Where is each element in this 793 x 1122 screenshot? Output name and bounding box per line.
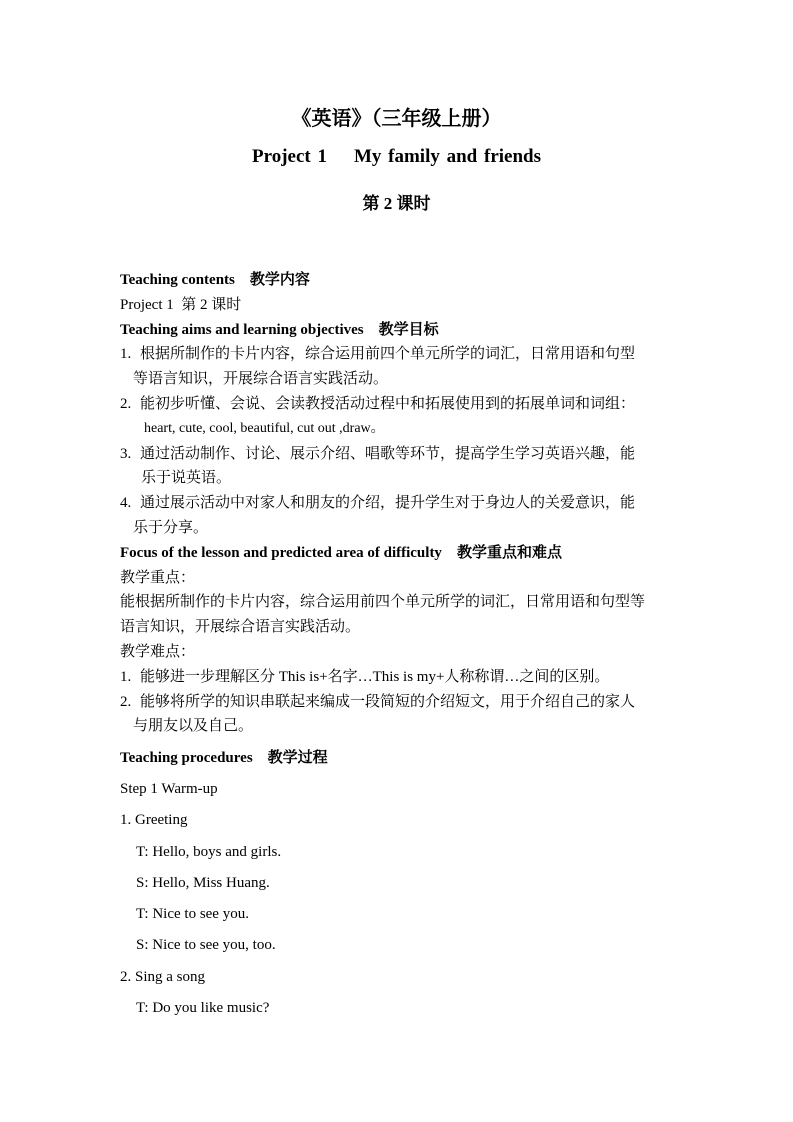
book-title: 《英语》（三年级上册） (291, 108, 502, 130)
aim-item-cont: 乐于分享。 (133, 519, 209, 536)
document-body (120, 268, 680, 1021)
key-point-text-cont: 语言知识，开展综合语言实践活动。 (120, 619, 361, 636)
aim-item-cont: 乐于说英语。 (141, 470, 232, 487)
lesson-title: 第 2 课时 (362, 194, 431, 213)
dialogue-line: T: Nice to see you. (136, 906, 249, 923)
aims-heading: Teaching aims and learning objectives 教学目标 (120, 321, 439, 338)
project-title: Project 1 My family and friends (252, 146, 541, 167)
aim-item: 4. 通过展示活动中对家人和朋友的介绍，提升学生对于身边人的关爱意识，能 (120, 495, 636, 512)
focus-heading: Focus of the lesson and predicted area of difficulty 教学重点和难点 (120, 544, 562, 561)
activity-title: 2. Sing a song (120, 968, 206, 985)
difficulty-label: 教学难点： (120, 643, 196, 660)
difficulty-item-cont: 与朋友以及自己。 (133, 718, 254, 735)
aim-item-cont: heart, cute, cool, beautiful, cut out ,draw。 (144, 420, 385, 436)
dialogue-line: T: Hello, boys and girls. (136, 843, 282, 860)
aim-item: 1. 根据所制作的卡片内容，综合运用前四个单元所学的词汇，日常用语和句型 (120, 346, 636, 363)
key-point-label: 教学重点： (120, 569, 196, 586)
aim-item-cont: 等语言知识，开展综合语言实践活动。 (133, 371, 389, 388)
procedures-heading: Teaching procedures 教学过程 (120, 749, 328, 766)
contents-text: Project 1 第 2 课时 (120, 296, 242, 313)
step-title: Step 1 Warm-up (120, 780, 218, 797)
dialogue-line: S: Nice to see you, too. (136, 937, 276, 954)
aim-item: 3. 通过活动制作、讨论、展示介绍、唱歌等环节，提高学生学习英语兴趣，能 (120, 445, 636, 462)
dialogue-line: T: Do you like music? (136, 1000, 270, 1017)
activity-title: 1. Greeting (120, 812, 188, 829)
difficulty-item: 2. 能够将所学的知识串联起来编成一段简短的介绍短文，用于介绍自己的家人 (120, 693, 636, 710)
contents-heading: Teaching contents 教学内容 (120, 272, 310, 288)
key-point-text: 能根据所制作的卡片内容，综合运用前四个单元所学的词汇，日常用语和句型等 (120, 594, 646, 611)
difficulty-item: 1. 能够进一步理解区分 This is+名字…This is my+人称称谓…之间的区别。 (120, 668, 610, 685)
aim-item: 2. 能初步听懂、会说、会读教授活动过程中和拓展使用到的拓展单词和词组： (120, 395, 636, 412)
dialogue-line: S: Hello, Miss Huang. (136, 874, 270, 891)
